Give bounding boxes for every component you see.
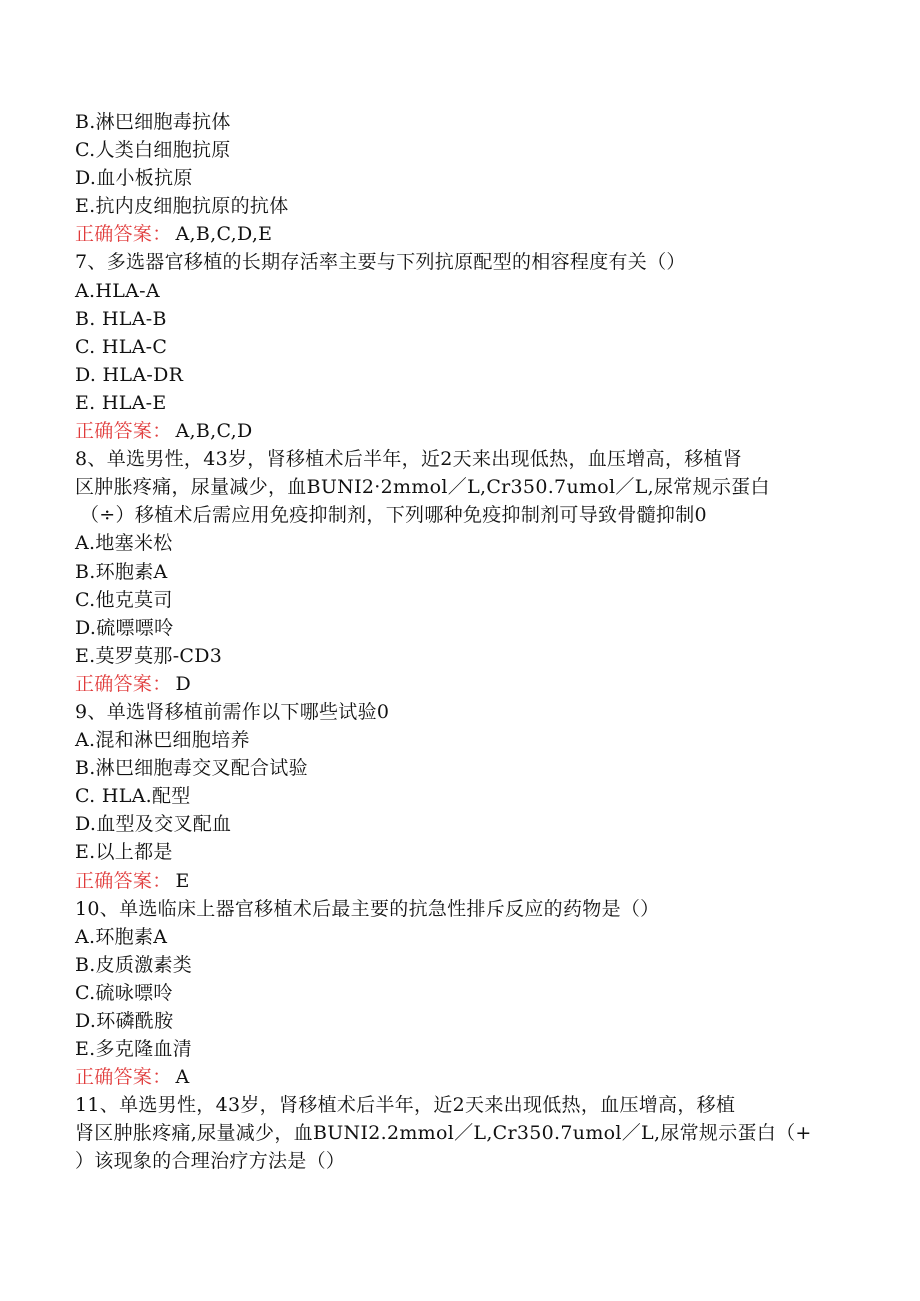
option-d: D. HLA-DR bbox=[75, 363, 184, 386]
option-e: E. HLA-E bbox=[75, 391, 167, 414]
answer-line bbox=[75, 220, 855, 248]
option-b: B.皮质激素类 bbox=[75, 953, 193, 976]
question-stem-line: ）该现象的合理治疗方法是（） bbox=[75, 1150, 346, 1173]
option-b: B. HLA-B bbox=[75, 307, 167, 330]
option-c: C.人类白细胞抗原 bbox=[75, 139, 231, 162]
answer-label: 正确答案： bbox=[75, 869, 172, 892]
question-stem-line: 11、单选男性，43岁，肾移植术后半年，近2天来出现低热，血压增高，移植 bbox=[75, 1094, 736, 1117]
option-b: B.淋巴细胞毒抗体 bbox=[75, 111, 231, 133]
option-e: E.多克隆血清 bbox=[75, 1038, 193, 1061]
answer-value: A,B,C,D bbox=[175, 420, 253, 443]
question-stem-line: 肾区肿胀疼痛,尿量减少，血BUNI2.2mmol／L,Cr350.7umol／L,尿常规示蛋白（+ bbox=[75, 1122, 812, 1145]
answer-line bbox=[75, 417, 855, 445]
option-b: B.淋巴细胞毒交叉配合试验 bbox=[75, 757, 308, 780]
question-stem-line: 8、单选男性，43岁，肾移植术后半年，近2天来出现低热，血压增高，移植肾 bbox=[75, 448, 743, 471]
answer-value: A,B,C,D,E bbox=[175, 223, 273, 246]
option-e: E.莫罗莫那-CD3 bbox=[75, 644, 223, 667]
document-page bbox=[75, 108, 855, 1176]
option-a: A.混和淋巴细胞培养 bbox=[75, 729, 250, 752]
answer-label: 正确答案： bbox=[75, 223, 172, 246]
option-c: C. HLA-C bbox=[75, 335, 168, 358]
question-stem-line: 区肿胀疼痛，尿量减少，血BUNI2·2mmol／L,Cr350.7umol／L,尿常规示蛋白 bbox=[75, 476, 770, 499]
option-a: A.地塞米松 bbox=[75, 532, 173, 555]
option-c: C.硫咏嘌呤 bbox=[75, 981, 173, 1004]
answer-label: 正确答案： bbox=[75, 1066, 172, 1089]
option-a: A.环胞素A bbox=[75, 925, 168, 948]
option-b: B.环胞素A bbox=[75, 560, 168, 583]
question-stem: 7、多选器官移植的长期存活率主要与下列抗原配型的相容程度有关（） bbox=[75, 251, 686, 274]
answer-value: E bbox=[175, 869, 190, 892]
answer-label: 正确答案： bbox=[75, 672, 172, 695]
option-d: D.血型及交叉配血 bbox=[75, 813, 232, 836]
answer-label: 正确答案： bbox=[75, 420, 172, 443]
option-d: D.血小板抗原 bbox=[75, 167, 193, 190]
question-stem: 10、单选临床上器官移植术后最主要的抗急性排斥反应的药物是（） bbox=[75, 897, 660, 920]
question-stem: 9、单选肾移植前需作以下哪些试验0 bbox=[75, 700, 390, 723]
answer-value: D bbox=[175, 672, 192, 695]
option-d: D.硫嘌嘌呤 bbox=[75, 616, 174, 639]
question-stem-line: （÷）移植术后需应用免疫抑制剂，下列哪种免疫抑制剂可导致骨髓抑制0 bbox=[80, 504, 707, 527]
option-c: C.他克莫司 bbox=[75, 588, 173, 611]
answer-line bbox=[75, 670, 855, 698]
option-a: A.HLA-A bbox=[75, 279, 160, 302]
option-e: E.抗内皮细胞抗原的抗体 bbox=[75, 195, 289, 218]
option-d: D.环磷酰胺 bbox=[75, 1010, 174, 1032]
option-e: E.以上都是 bbox=[75, 841, 173, 864]
answer-line bbox=[75, 867, 855, 895]
answer-value: A bbox=[175, 1066, 190, 1089]
answer-line bbox=[75, 1063, 855, 1091]
option-c: C. HLA.配型 bbox=[75, 785, 191, 808]
